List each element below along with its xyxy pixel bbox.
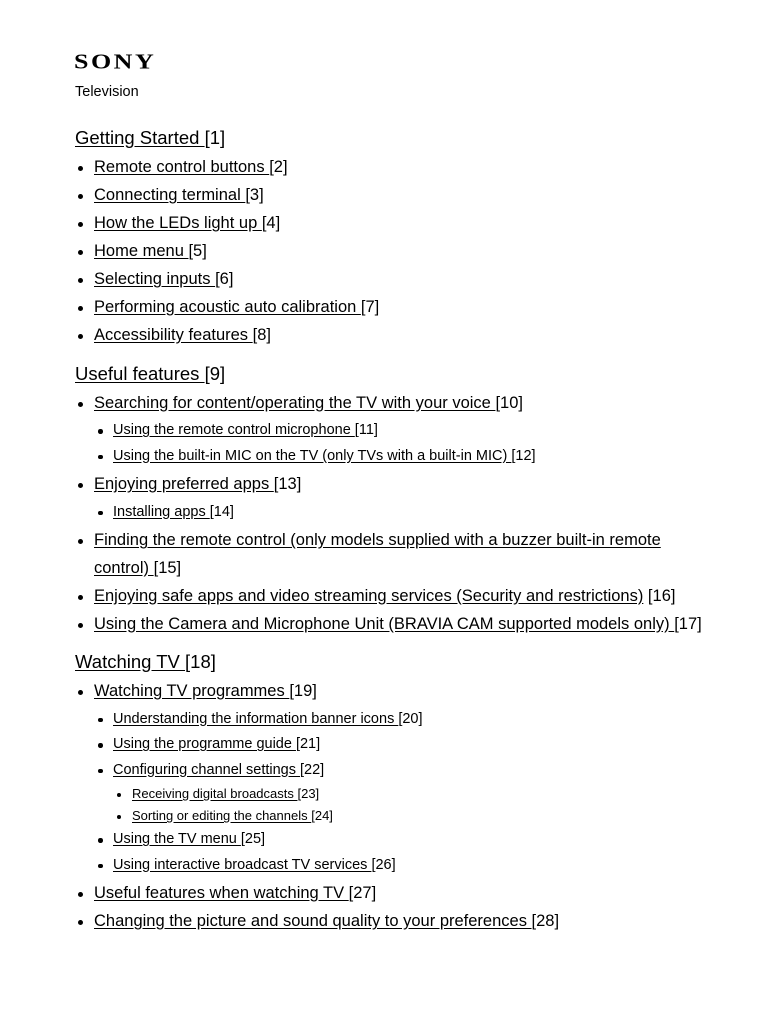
topic-number: [22] [300,761,325,778]
topic-number: [28] [531,912,560,930]
section-useful-features [75,361,705,639]
subtopic-link[interactable]: Using the TV menu [113,831,241,847]
topic-list [75,154,705,350]
subtopic-list [94,500,705,526]
section-link-useful-features[interactable]: Useful features [75,362,205,384]
section-number: [9] [204,362,226,384]
list-item [75,390,705,470]
topic-link[interactable]: How the LEDs light up [94,214,262,232]
subtopic-list [94,707,705,879]
section-link-getting-started[interactable]: Getting Started [75,127,205,148]
subsubtopic-link[interactable]: Receiving digital broadcasts [132,786,298,801]
list-item [94,732,705,758]
topic-number: [10] [495,393,523,412]
list-item [75,611,705,639]
list-item [75,182,705,210]
topic-number: [21] [295,736,321,752]
topic-number: [19] [289,682,317,700]
section-title [75,361,705,387]
topic-number: [24] [311,808,333,823]
list-item [94,707,705,733]
topic-number: [11] [354,422,378,438]
topic-number: [27] [348,884,377,902]
subtopic-link[interactable]: Installing apps [113,503,210,520]
subtopic-link[interactable]: Configuring channel settings [113,761,301,778]
list-item [75,266,705,294]
topic-number: [8] [252,326,272,344]
topic-number: [16] [643,586,676,605]
subtopic-link[interactable]: Understanding the information banner icons [113,710,399,727]
topic-number: [13] [273,475,302,493]
topic-number: [14] [209,503,234,520]
topic-number: [5] [188,242,207,260]
subtopic-link[interactable]: Using the remote control microphone [113,422,355,438]
list-item [75,471,705,525]
topic-link[interactable]: Performing acoustic auto calibration [94,298,361,316]
list-item [75,154,705,182]
section-title [75,125,705,151]
topic-link[interactable]: Enjoying safe apps and video streaming services (Security and restrictions) [94,586,644,605]
list-item [75,678,705,878]
topic-number: [26] [371,856,396,873]
list-item [94,853,705,879]
topic-link[interactable]: Connecting terminal [94,186,246,204]
topic-link[interactable]: Useful features when watching TV [94,884,349,902]
subtopic-link[interactable]: Using the built-in MIC on the TV (only TVs with a built-in MIC) [113,447,512,464]
section-number: [18] [185,651,216,672]
topic-number: [20] [398,710,423,727]
topic-link[interactable]: Accessibility features [94,326,253,344]
topic-number: [2] [269,158,288,176]
section-watching-tv [75,649,705,936]
topic-link[interactable]: Selecting inputs [94,270,216,288]
topic-number: [15] [153,558,182,577]
table-of-contents [75,125,705,947]
list-item [75,527,705,582]
topic-list [75,678,705,936]
list-item [94,827,705,853]
sony-logo: SONY [74,49,157,74]
subsubtopic-link[interactable]: Sorting or editing the channels [132,808,312,823]
topic-link[interactable]: Watching TV programmes [94,682,290,700]
topic-link[interactable]: Using the Camera and Microphone Unit (BRAVIA CAM supported models only) [94,614,675,633]
topic-number: [6] [215,270,234,288]
topic-link[interactable]: Finding the remote control (only models supplied with a buzzer built-in remote control) [94,531,661,577]
topic-number: [25] [240,831,266,847]
section-title [75,649,705,675]
list-item [113,805,705,827]
topic-number: [4] [261,214,281,232]
topic-number: [12] [511,447,536,464]
topic-link[interactable]: Searching for content/operating the TV with your voice [94,393,496,412]
subtopic-link[interactable]: Using the programme guide [113,736,296,752]
topic-number: [7] [360,298,380,316]
subsubtopic-list [113,783,705,827]
list-item [94,444,705,470]
section-link-watching-tv[interactable]: Watching TV [75,651,186,672]
list-item [75,210,705,238]
topic-number: [17] [674,614,702,633]
topic-link[interactable]: Changing the picture and sound quality to your preferences [94,912,532,930]
list-item [75,583,705,611]
list-item [75,880,705,908]
list-item [75,908,705,936]
subtopic-link[interactable]: Using interactive broadcast TV services [113,856,372,873]
topic-link[interactable]: Enjoying preferred apps [94,475,274,493]
topic-number: [3] [245,186,264,204]
topic-link[interactable]: Home menu [94,242,189,260]
section-getting-started [75,125,705,350]
list-item [113,783,705,805]
topic-link[interactable]: Remote control buttons [94,158,270,176]
product-name: Television [75,84,139,100]
list-item [94,418,705,444]
list-item [94,500,705,526]
topic-list [75,390,705,639]
list-item [75,322,705,350]
list-item [94,758,705,828]
list-item [75,238,705,266]
topic-number: [23] [297,786,320,801]
subtopic-list [94,418,705,469]
section-number: [1] [204,127,226,148]
list-item [75,294,705,322]
